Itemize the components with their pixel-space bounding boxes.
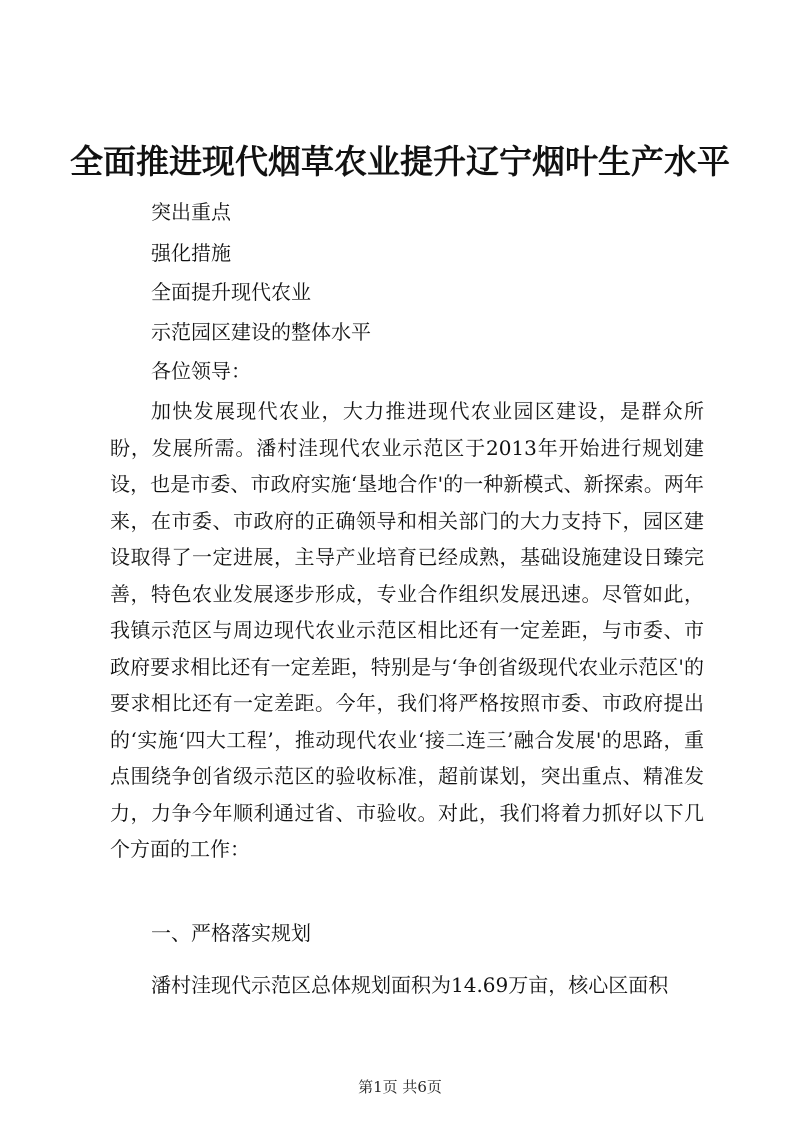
subtitle-line-1: 突出重点 (151, 200, 231, 224)
greeting: 各位领导： (151, 359, 251, 383)
body-paragraph-2: 潘村洼现代示范区总体规划面积为14.69万亩，核心区面积 (151, 973, 669, 997)
subtitle-line-4: 示范园区建设的整体水平 (151, 320, 371, 344)
section-heading: 一、严格落实规划 (151, 921, 311, 945)
document-title: 全面推进现代烟草农业提升辽宁烟叶生产水平 (70, 142, 730, 181)
subtitle-line-3: 全面提升现代农业 (151, 280, 311, 304)
subtitle-line-2: 强化措施 (151, 241, 231, 265)
page-footer: 第1页 共6页 (358, 1078, 442, 1096)
body-paragraph-1: 加快发展现代农业，大力推进现代农业园区建设，是群众所盼，发展所需。潘村洼现代农业示范区于2013年开始进行规划建设，也是市委、市政府实施‘垦地合作'的一种新模式、新探索。两年来，在市委、市政府的正确领导和相关部门的大力支持下，园区建设取得了一定进展，主导产业培育已经成熟，基础设施建设日臻完善，特色农业发展逐步形成，专业合作组织发展迅速。尽管如此，我镇示范区与周边现代农业示范区相比还有一定差距，与市委、市政府要求相比还有一定差距，特别是与‘争创省级现代农业示范区'的要求相比还有一定差距。今年，我们将严格按照市委、市政府提出的‘实施‘四大工程’，推动现代农业‘接二连三’融合发展'的思路，重点围绕争创省级示范区的验收标准，超前谋划，突出重点、精准发力，力争今年顺利通过省、市验收。对此，我们将着力抓好以下几个方面的工作： (110, 399, 704, 861)
